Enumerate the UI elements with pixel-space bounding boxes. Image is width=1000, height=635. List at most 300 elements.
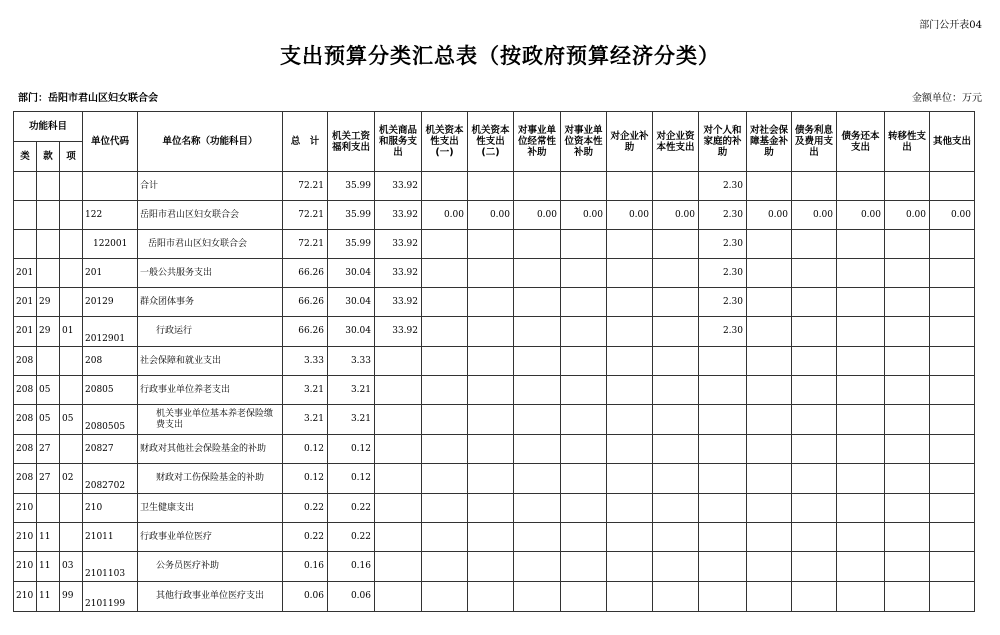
cell-c9: [699, 552, 747, 582]
cell-c5: [514, 347, 561, 376]
cell-c2: 33.92: [375, 230, 422, 259]
cell-c9: 2.30: [699, 288, 747, 317]
cell-code: 2012901: [83, 317, 138, 347]
cell-total: 72.21: [283, 172, 328, 201]
cell-c4: [468, 259, 514, 288]
cell-code: 20805: [83, 376, 138, 405]
cell-c8: [653, 288, 699, 317]
cell-xiang: [60, 494, 83, 523]
cell-c7: [607, 230, 653, 259]
cell-kuan: [37, 201, 60, 230]
cell-c5: [514, 523, 561, 552]
cell-c14: [930, 582, 975, 612]
cell-c6: [561, 376, 607, 405]
cell-c5: [514, 288, 561, 317]
cell-c3: [422, 552, 468, 582]
cell-name: 卫生健康支出: [138, 494, 283, 523]
cell-kuan: 29: [37, 317, 60, 347]
cell-total: 0.22: [283, 494, 328, 523]
cell-c13: [885, 317, 930, 347]
cell-kuan: 11: [37, 523, 60, 552]
cell-c6: [561, 552, 607, 582]
header-c14: 其他支出: [930, 112, 975, 172]
cell-c2: [375, 435, 422, 464]
cell-c14: [930, 317, 975, 347]
cell-c12: [837, 376, 885, 405]
cell-c9: [699, 376, 747, 405]
cell-name: 行政事业单位养老支出: [138, 376, 283, 405]
cell-c7: [607, 376, 653, 405]
cell-c11: [792, 317, 837, 347]
cell-c14: [930, 464, 975, 494]
header-c6: 对事业单位资本性补助: [561, 112, 607, 172]
cell-kuan: 11: [37, 582, 60, 612]
cell-name: 行政事业单位医疗: [138, 523, 283, 552]
cell-lei: 210: [14, 582, 37, 612]
header-c7: 对企业补助: [607, 112, 653, 172]
cell-c14: [930, 523, 975, 552]
cell-c12: [837, 552, 885, 582]
cell-c6: 0.00: [561, 201, 607, 230]
cell-total: 72.21: [283, 201, 328, 230]
cell-c12: [837, 435, 885, 464]
cell-c11: [792, 552, 837, 582]
cell-kuan: [37, 494, 60, 523]
cell-total: 72.21: [283, 230, 328, 259]
table-row: [14, 201, 975, 230]
department-label: 部门：岳阳市君山区妇女联合会: [18, 93, 158, 104]
cell-kuan: 05: [37, 376, 60, 405]
cell-c11: [792, 494, 837, 523]
cell-xiang: [60, 523, 83, 552]
cell-c12: [837, 230, 885, 259]
cell-c10: [747, 552, 792, 582]
cell-c3: [422, 494, 468, 523]
cell-c4: [468, 317, 514, 347]
cell-c7: [607, 172, 653, 201]
cell-c4: 0.00: [468, 201, 514, 230]
cell-kuan: [37, 347, 60, 376]
cell-code: 2082702: [83, 464, 138, 494]
cell-name: 社会保障和就业支出: [138, 347, 283, 376]
cell-c7: [607, 288, 653, 317]
cell-c13: [885, 172, 930, 201]
cell-c11: [792, 582, 837, 612]
cell-c8: [653, 435, 699, 464]
cell-total: 0.22: [283, 523, 328, 552]
cell-c7: [607, 523, 653, 552]
cell-c5: [514, 230, 561, 259]
cell-c3: [422, 230, 468, 259]
cell-kuan: [37, 230, 60, 259]
cell-xiang: [60, 288, 83, 317]
cell-c12: [837, 405, 885, 435]
cell-c9: 2.30: [699, 201, 747, 230]
cell-c10: [747, 494, 792, 523]
cell-c4: [468, 288, 514, 317]
header-c12: 债务还本支出: [837, 112, 885, 172]
cell-c14: [930, 494, 975, 523]
cell-c14: [930, 230, 975, 259]
cell-code: 2101103: [83, 552, 138, 582]
cell-c1: 30.04: [328, 288, 375, 317]
header-c8: 对企业资本性支出: [653, 112, 699, 172]
cell-c13: [885, 347, 930, 376]
header-c4: 机关资本性支出(二): [468, 112, 514, 172]
cell-c11: 0.00: [792, 201, 837, 230]
form-number: 部门公开表04: [919, 20, 982, 31]
cell-c2: [375, 494, 422, 523]
cell-c2: 33.92: [375, 172, 422, 201]
header-c1: 机关工资福利支出: [328, 112, 375, 172]
cell-c7: [607, 347, 653, 376]
cell-c1: 30.04: [328, 317, 375, 347]
cell-total: 0.06: [283, 582, 328, 612]
cell-c1: 0.16: [328, 552, 375, 582]
cell-c5: [514, 405, 561, 435]
cell-kuan: 27: [37, 464, 60, 494]
cell-c14: [930, 172, 975, 201]
cell-c12: [837, 464, 885, 494]
cell-c2: [375, 405, 422, 435]
cell-c6: [561, 230, 607, 259]
cell-c11: [792, 230, 837, 259]
cell-c6: [561, 172, 607, 201]
cell-code: 20129: [83, 288, 138, 317]
cell-c6: [561, 435, 607, 464]
cell-c3: [422, 523, 468, 552]
cell-c10: [747, 259, 792, 288]
header-c13: 转移性支出: [885, 112, 930, 172]
cell-code: 2101199: [83, 582, 138, 612]
cell-c14: [930, 376, 975, 405]
cell-c1: 0.22: [328, 494, 375, 523]
cell-c14: [930, 259, 975, 288]
cell-c9: [699, 582, 747, 612]
cell-name: 财政对其他社会保险基金的补助: [138, 435, 283, 464]
cell-c8: [653, 552, 699, 582]
cell-c12: [837, 523, 885, 552]
cell-c8: 0.00: [653, 201, 699, 230]
cell-total: 3.33: [283, 347, 328, 376]
cell-total: 3.21: [283, 376, 328, 405]
cell-c13: [885, 230, 930, 259]
cell-kuan: [37, 259, 60, 288]
cell-xiang: [60, 347, 83, 376]
cell-lei: [14, 201, 37, 230]
cell-c10: [747, 464, 792, 494]
cell-c14: [930, 347, 975, 376]
cell-c12: [837, 582, 885, 612]
table-row: [14, 288, 975, 317]
cell-c9: [699, 464, 747, 494]
cell-c4: [468, 405, 514, 435]
cell-c2: [375, 523, 422, 552]
cell-c4: [468, 347, 514, 376]
header-c10: 对社会保障基金补助: [747, 112, 792, 172]
cell-total: 3.21: [283, 405, 328, 435]
cell-c7: [607, 317, 653, 347]
cell-lei: 201: [14, 317, 37, 347]
cell-lei: 208: [14, 376, 37, 405]
cell-code: [83, 172, 138, 201]
cell-xiang: [60, 172, 83, 201]
cell-name: 机关事业单位基本养老保险缴费支出: [138, 405, 283, 435]
cell-c3: [422, 259, 468, 288]
cell-xiang: [60, 376, 83, 405]
table-row: [14, 230, 975, 259]
cell-c3: [422, 582, 468, 612]
cell-c7: [607, 464, 653, 494]
cell-c1: 35.99: [328, 172, 375, 201]
cell-c7: [607, 582, 653, 612]
cell-xiang: 03: [60, 552, 83, 582]
cell-c8: [653, 523, 699, 552]
table-body: [14, 172, 975, 612]
cell-total: 66.26: [283, 259, 328, 288]
cell-c5: [514, 435, 561, 464]
cell-c7: [607, 494, 653, 523]
cell-c11: [792, 172, 837, 201]
cell-c2: 33.92: [375, 288, 422, 317]
cell-c5: [514, 172, 561, 201]
cell-c10: [747, 172, 792, 201]
cell-c6: [561, 347, 607, 376]
cell-c11: [792, 259, 837, 288]
cell-code: 20827: [83, 435, 138, 464]
cell-c8: [653, 230, 699, 259]
cell-c5: 0.00: [514, 201, 561, 230]
cell-code: 21011: [83, 523, 138, 552]
header-lei: 类: [14, 142, 37, 172]
cell-c5: [514, 582, 561, 612]
cell-lei: 208: [14, 347, 37, 376]
cell-c4: [468, 582, 514, 612]
cell-c10: [747, 376, 792, 405]
cell-kuan: 27: [37, 435, 60, 464]
cell-lei: [14, 172, 37, 201]
cell-c3: [422, 435, 468, 464]
header-c2: 机关商品和服务支出: [375, 112, 422, 172]
cell-c8: [653, 259, 699, 288]
cell-c6: [561, 288, 607, 317]
cell-total: 66.26: [283, 288, 328, 317]
header-xiang: 项: [60, 142, 83, 172]
cell-lei: 208: [14, 435, 37, 464]
cell-lei: [14, 230, 37, 259]
cell-c8: [653, 582, 699, 612]
cell-c10: [747, 288, 792, 317]
page-title: 支出预算分类汇总表（按政府预算经济分类）: [280, 44, 720, 68]
cell-c3: [422, 317, 468, 347]
cell-c14: [930, 552, 975, 582]
cell-c4: [468, 552, 514, 582]
cell-code: 2080505: [83, 405, 138, 435]
cell-c11: [792, 376, 837, 405]
cell-lei: 210: [14, 552, 37, 582]
cell-c8: [653, 172, 699, 201]
header-c5: 对事业单位经常性补助: [514, 112, 561, 172]
cell-c2: 33.92: [375, 259, 422, 288]
cell-total: 66.26: [283, 317, 328, 347]
cell-c13: [885, 376, 930, 405]
cell-name: 公务员医疗补助: [138, 552, 283, 582]
cell-c5: [514, 259, 561, 288]
cell-c13: [885, 494, 930, 523]
cell-c9: [699, 523, 747, 552]
cell-c10: 0.00: [747, 201, 792, 230]
cell-c9: [699, 347, 747, 376]
cell-c4: [468, 172, 514, 201]
cell-total: 0.12: [283, 464, 328, 494]
table-row: [14, 259, 975, 288]
cell-code: 210: [83, 494, 138, 523]
cell-kuan: 29: [37, 288, 60, 317]
cell-code: 208: [83, 347, 138, 376]
cell-total: 0.12: [283, 435, 328, 464]
cell-c4: [468, 376, 514, 405]
cell-c9: 2.30: [699, 259, 747, 288]
budget-table: [13, 111, 975, 612]
cell-xiang: 01: [60, 317, 83, 347]
cell-c1: 0.12: [328, 435, 375, 464]
table-row: [14, 582, 975, 612]
table-row: [14, 464, 975, 494]
cell-c10: [747, 405, 792, 435]
cell-c10: [747, 523, 792, 552]
cell-c11: [792, 435, 837, 464]
cell-c7: [607, 405, 653, 435]
cell-kuan: 05: [37, 405, 60, 435]
header-c11: 债务利息及费用支出: [792, 112, 837, 172]
cell-c6: [561, 317, 607, 347]
cell-c2: 33.92: [375, 201, 422, 230]
cell-c3: [422, 172, 468, 201]
cell-c7: 0.00: [607, 201, 653, 230]
cell-c14: [930, 405, 975, 435]
cell-c1: 0.06: [328, 582, 375, 612]
cell-c3: [422, 376, 468, 405]
cell-xiang: [60, 201, 83, 230]
table-row: [14, 435, 975, 464]
cell-lei: 208: [14, 405, 37, 435]
cell-c8: [653, 347, 699, 376]
cell-c6: [561, 523, 607, 552]
cell-c13: [885, 523, 930, 552]
cell-c13: [885, 259, 930, 288]
cell-c1: 3.21: [328, 405, 375, 435]
cell-c4: [468, 494, 514, 523]
cell-name: 岳阳市君山区妇女联合会: [138, 230, 283, 259]
table-row: [14, 376, 975, 405]
cell-c10: [747, 347, 792, 376]
cell-c8: [653, 317, 699, 347]
cell-c7: [607, 435, 653, 464]
cell-c8: [653, 376, 699, 405]
cell-c2: [375, 347, 422, 376]
header-kuan: 款: [37, 142, 60, 172]
cell-c12: [837, 259, 885, 288]
cell-c13: 0.00: [885, 201, 930, 230]
cell-c11: [792, 347, 837, 376]
cell-c13: [885, 435, 930, 464]
cell-c14: [930, 288, 975, 317]
table-row: [14, 552, 975, 582]
cell-name: 财政对工伤保险基金的补助: [138, 464, 283, 494]
cell-c3: [422, 464, 468, 494]
cell-code: 122: [83, 201, 138, 230]
cell-c5: [514, 552, 561, 582]
header-c9: 对个人和家庭的补助: [699, 112, 747, 172]
cell-c4: [468, 230, 514, 259]
cell-c11: [792, 523, 837, 552]
cell-c11: [792, 464, 837, 494]
cell-c5: [514, 376, 561, 405]
cell-c1: 35.99: [328, 201, 375, 230]
cell-code: 122001: [83, 230, 138, 259]
cell-name: 合计: [138, 172, 283, 201]
cell-c13: [885, 552, 930, 582]
cell-c6: [561, 259, 607, 288]
cell-c12: [837, 172, 885, 201]
cell-c6: [561, 494, 607, 523]
table-row: [14, 405, 975, 435]
cell-c1: 3.21: [328, 376, 375, 405]
cell-name: 其他行政事业单位医疗支出: [138, 582, 283, 612]
cell-kuan: 11: [37, 552, 60, 582]
cell-c2: 33.92: [375, 317, 422, 347]
cell-c13: [885, 464, 930, 494]
cell-xiang: [60, 230, 83, 259]
table-row: [14, 523, 975, 552]
cell-xiang: 02: [60, 464, 83, 494]
cell-code: 201: [83, 259, 138, 288]
cell-lei: 210: [14, 523, 37, 552]
cell-c11: [792, 405, 837, 435]
cell-total: 0.16: [283, 552, 328, 582]
cell-c6: [561, 405, 607, 435]
header-func-group: 功能科目: [14, 112, 83, 142]
cell-c5: [514, 494, 561, 523]
cell-c1: 3.33: [328, 347, 375, 376]
cell-c9: [699, 405, 747, 435]
cell-c10: [747, 435, 792, 464]
cell-c6: [561, 582, 607, 612]
cell-c6: [561, 464, 607, 494]
cell-c10: [747, 317, 792, 347]
cell-c7: [607, 552, 653, 582]
cell-name: 一般公共服务支出: [138, 259, 283, 288]
cell-c1: 35.99: [328, 230, 375, 259]
cell-c4: [468, 464, 514, 494]
cell-c4: [468, 435, 514, 464]
table-row: [14, 317, 975, 347]
cell-name: 行政运行: [138, 317, 283, 347]
cell-name: 群众团体事务: [138, 288, 283, 317]
cell-c12: [837, 288, 885, 317]
header-name: 单位名称（功能科目）: [138, 112, 283, 172]
cell-kuan: [37, 172, 60, 201]
header-c3: 机关资本性支出(一): [422, 112, 468, 172]
cell-c12: [837, 494, 885, 523]
cell-c8: [653, 464, 699, 494]
cell-c5: [514, 317, 561, 347]
cell-c14: 0.00: [930, 201, 975, 230]
table-row: [14, 494, 975, 523]
cell-c9: 2.30: [699, 172, 747, 201]
cell-xiang: 99: [60, 582, 83, 612]
cell-name: 岳阳市君山区妇女联合会: [138, 201, 283, 230]
